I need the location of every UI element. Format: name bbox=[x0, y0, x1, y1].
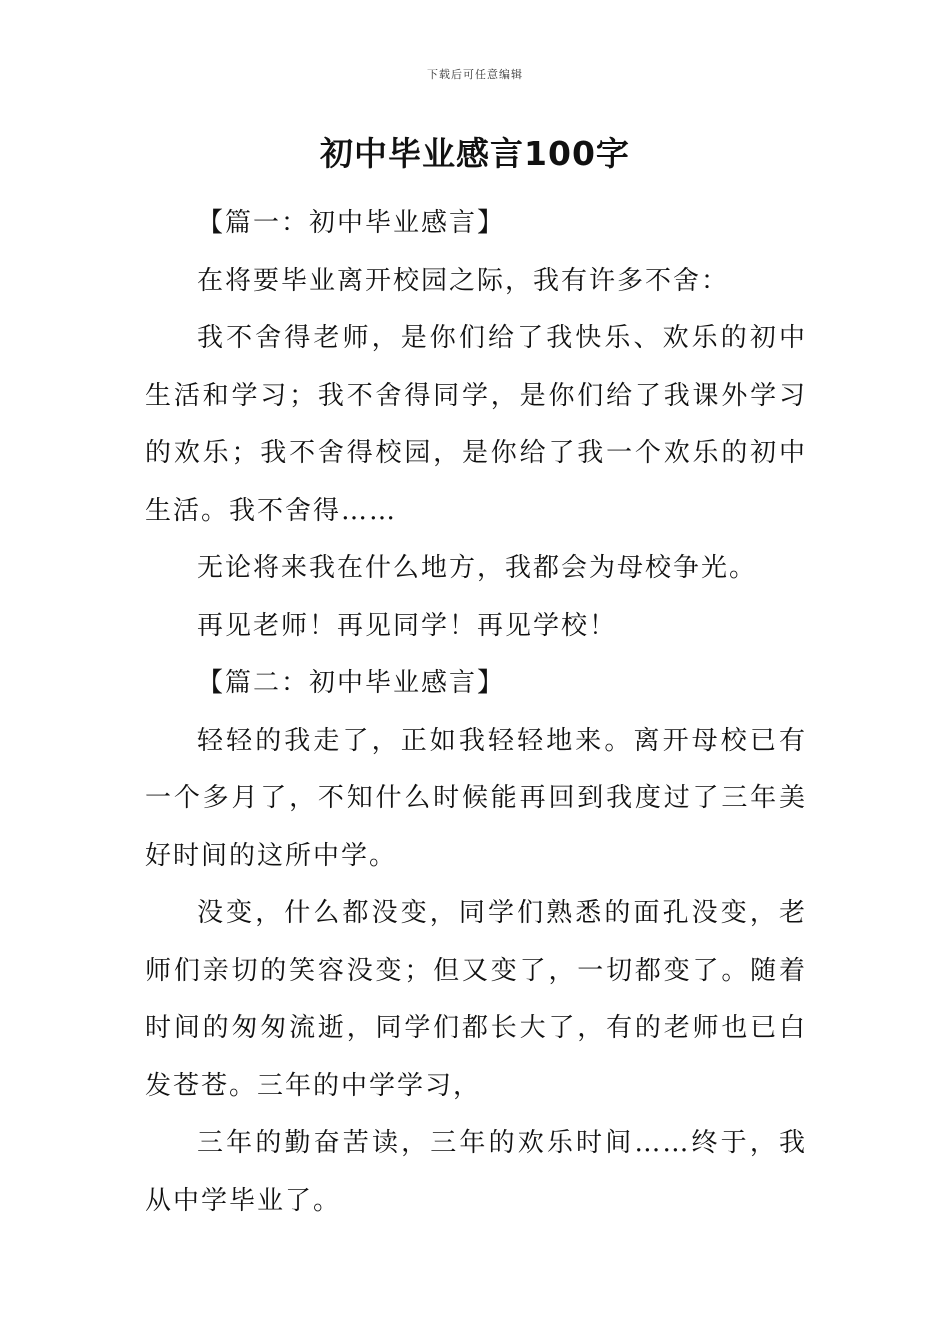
paragraph: 再见老师！再见同学！再见学校！ bbox=[197, 610, 618, 641]
paragraph: 三年的勤奋苦读，三年的欢乐时间……终于，我从中学毕业了。 bbox=[145, 1128, 807, 1216]
section-heading-2: 【篇二：初中毕业感言】 bbox=[197, 668, 506, 698]
paragraph: 无论将来我在什么地方，我都会为母校争光。 bbox=[197, 553, 758, 583]
section-heading-1: 【篇一：初中毕业感言】 bbox=[197, 208, 506, 238]
header-note: 下载后可任意编辑 bbox=[427, 68, 523, 81]
paragraph: 轻轻的我走了，正如我轻轻地来。离开母校已有一个多月了，不知什么时候能再回到我度过了三年美好时间的这所中学。 bbox=[145, 725, 807, 871]
paragraph: 在将要毕业离开校园之际，我有许多不舍： bbox=[197, 265, 730, 296]
paragraph: 我不舍得老师，是你们给了我快乐、欢乐的初中生活和学习；我不舍得同学，是你们给了我课外学习的欢乐；我不舍得校园，是你给了我一个欢乐的初中生活。我不舍得…… bbox=[145, 323, 807, 526]
paragraph: 没变，什么都没变，同学们熟悉的面孔没变，老师们亲切的笑容没变；但又变了，一切都变了。随着时间的匆匆流逝，同学们都长大了，有的老师也已白发苍苍。三年的中学学习， bbox=[145, 898, 807, 1101]
document-title: 初中毕业感言100字 bbox=[320, 134, 630, 173]
document-body bbox=[145, 195, 807, 1230]
